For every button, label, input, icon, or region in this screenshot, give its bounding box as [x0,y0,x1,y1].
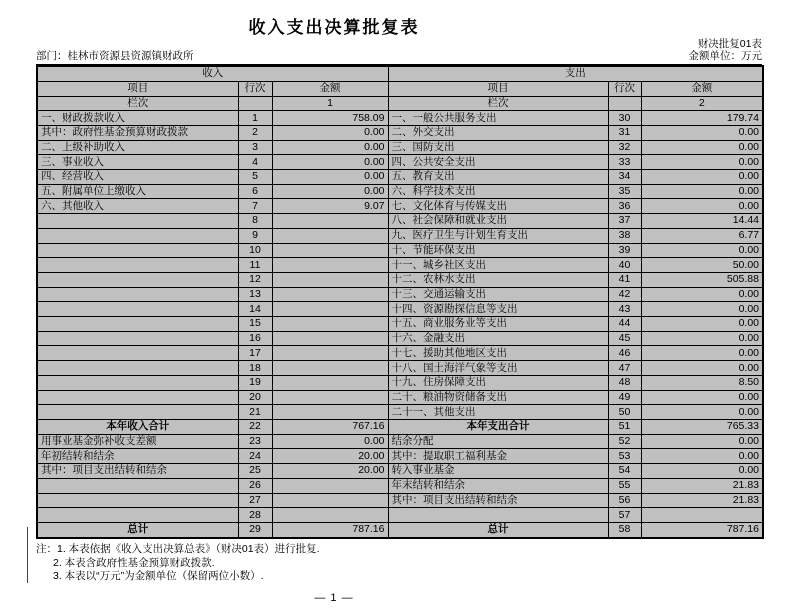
expense-amount-cell: 0.00 [641,243,763,258]
income-amount-cell: 0.00 [272,184,388,199]
table-row [37,214,763,229]
expense-lineno-cell: 47 [608,361,641,376]
expense-col-number: 2 [641,96,763,111]
table-row [37,390,763,405]
income-lineno-cell: 15 [238,317,272,332]
income-lineno-cell: 11 [238,258,272,273]
income-lineno-cell: 27 [238,493,272,508]
expense-amount-cell: 765.33 [641,419,763,434]
income-item-cell [37,228,238,243]
income-lineno-cell: 6 [238,184,272,199]
expense-item-cell: 十三、交通运输支出 [388,287,608,302]
income-lanci-label: 栏次 [37,96,238,111]
expense-item-cell: 本年支出合计 [388,419,608,434]
income-item-cell [37,478,238,493]
expense-amount-cell: 505.88 [641,272,763,287]
table-row [37,317,763,332]
expense-amount-cell: 14.44 [641,214,763,229]
income-lineno-cell: 24 [238,449,272,464]
income-amount-cell [272,346,388,361]
column-header-row [37,81,763,96]
income-item-cell [37,302,238,317]
table-row [37,272,763,287]
expense-item-cell: 其中：项目支出结转和结余 [388,493,608,508]
table-row [37,522,763,538]
left-edge-artifact-line [27,527,28,583]
income-lineno-cell: 25 [238,464,272,479]
income-amount-cell [272,331,388,346]
table-row [37,287,763,302]
expense-amount-cell: 0.00 [641,361,763,376]
table-row [37,361,763,376]
income-lineno-cell: 23 [238,434,272,449]
expense-lineno-cell: 45 [608,331,641,346]
expense-lineno-cell: 46 [608,346,641,361]
income-item-cell: 本年收入合计 [37,419,238,434]
expense-lineno-header: 行次 [608,81,641,96]
income-amount-cell: 0.00 [272,155,388,170]
income-amount-cell: 9.07 [272,199,388,214]
income-lineno-cell: 14 [238,302,272,317]
table-row [37,243,763,258]
table-row [37,478,763,493]
expense-amount-cell: 0.00 [641,140,763,155]
income-amount-cell: 0.00 [272,170,388,185]
expense-item-cell: 年末结转和结余 [388,478,608,493]
income-lineno-cell: 29 [238,522,272,538]
expense-item-cell: 四、公共安全支出 [388,155,608,170]
income-item-cell: 三、事业收入 [37,155,238,170]
expense-lineno-cell: 56 [608,493,641,508]
expense-amount-cell: 0.00 [641,317,763,332]
expense-lineno-cell: 43 [608,302,641,317]
table-row [37,111,763,126]
income-amount-cell [272,405,388,420]
expense-lineno-cell: 42 [608,287,641,302]
expense-lineno-cell: 52 [608,434,641,449]
income-lineno-cell: 3 [238,140,272,155]
expense-item-cell: 十八、国土海洋气象等支出 [388,361,608,376]
expense-amount-cell: 0.00 [641,405,763,420]
table-row [37,419,763,434]
income-amount-cell [272,317,388,332]
income-amount-cell [272,390,388,405]
income-lineno-cell: 28 [238,508,272,523]
income-item-cell: 一、财政拨款收入 [37,111,238,126]
income-amount-cell [272,272,388,287]
income-lineno-cell: 26 [238,478,272,493]
expense-item-cell [388,508,608,523]
income-lineno-cell: 7 [238,199,272,214]
income-item-cell [37,317,238,332]
footnote-1: 注：1. 本表依据《收入支出决算总表》（财决01表）进行批复. [36,543,320,555]
expense-amount-cell: 21.83 [641,493,763,508]
income-lanci-blank [238,96,272,111]
income-item-cell [37,287,238,302]
table-row [37,170,763,185]
expense-lineno-cell: 35 [608,184,641,199]
income-amount-cell [272,302,388,317]
income-item-cell [37,346,238,361]
income-amount-cell [272,508,388,523]
income-amount-cell [272,375,388,390]
income-amount-cell [272,478,388,493]
income-amount-cell: 767.16 [272,419,388,434]
income-amount-cell: 0.00 [272,140,388,155]
income-lineno-cell: 16 [238,331,272,346]
expense-amount-cell: 6.77 [641,228,763,243]
expense-lineno-cell: 58 [608,522,641,538]
expense-amount-cell: 0.00 [641,184,763,199]
table-row [37,508,763,523]
table-row [37,140,763,155]
income-item-cell [37,258,238,273]
income-item-cell: 五、附属单位上缴收入 [37,184,238,199]
table-row [37,346,763,361]
expense-lineno-cell: 33 [608,155,641,170]
expense-amount-cell: 0.00 [641,434,763,449]
expense-item-cell: 十、节能环保支出 [388,243,608,258]
income-lineno-cell: 19 [238,375,272,390]
expense-section-header: 支出 [388,66,763,81]
department-label: 部门：桂林市资源县资源镇财政所 [36,50,194,62]
income-item-cell [37,361,238,376]
expense-item-cell: 二十、粮油物资储备支出 [388,390,608,405]
expense-amount-cell: 21.83 [641,478,763,493]
footnote-3: 3. 本表以“万元”为金额单位（保留两位小数）. [53,570,264,582]
expense-item-cell: 十七、援助其他地区支出 [388,346,608,361]
table-row [37,331,763,346]
income-amount-cell: 758.09 [272,111,388,126]
table-row [37,125,763,140]
income-amount-cell: 20.00 [272,464,388,479]
expense-amount-cell: 0.00 [641,464,763,479]
income-col-number: 1 [272,96,388,111]
income-item-cell: 总计 [37,522,238,538]
table-row [37,228,763,243]
income-amount-cell [272,361,388,376]
expense-item-cell: 六、科学技术支出 [388,184,608,199]
expense-amount-header: 金额 [641,81,763,96]
expense-item-cell: 十四、资源勘探信息等支出 [388,302,608,317]
expense-item-cell: 十二、农林水支出 [388,272,608,287]
table-row [37,449,763,464]
income-item-cell: 六、其他收入 [37,199,238,214]
expense-amount-cell [641,508,763,523]
income-item-cell [37,272,238,287]
income-amount-cell: 0.00 [272,434,388,449]
income-lineno-cell: 13 [238,287,272,302]
income-item-cell [37,375,238,390]
expense-lineno-cell: 57 [608,508,641,523]
income-item-cell [37,214,238,229]
income-amount-cell [272,228,388,243]
expense-item-cell: 十五、商业服务业等支出 [388,317,608,332]
expense-item-header: 项目 [388,81,608,96]
expense-item-cell: 总计 [388,522,608,538]
expense-item-cell: 十一、城乡社区支出 [388,258,608,273]
income-item-cell: 其中：政府性基金预算财政拨款 [37,125,238,140]
expense-lineno-cell: 40 [608,258,641,273]
expense-item-cell: 十六、金融支出 [388,331,608,346]
income-lineno-cell: 17 [238,346,272,361]
expense-lineno-cell: 48 [608,375,641,390]
table-row [37,405,763,420]
expense-amount-cell: 0.00 [641,390,763,405]
section-header-row [37,66,763,81]
expense-lineno-cell: 37 [608,214,641,229]
income-lineno-cell: 22 [238,419,272,434]
expense-lineno-cell: 30 [608,111,641,126]
expense-lanci-label: 栏次 [388,96,608,111]
table-row [37,199,763,214]
expense-amount-cell: 0.00 [641,170,763,185]
expense-amount-cell: 0.00 [641,449,763,464]
expense-amount-cell: 50.00 [641,258,763,273]
income-lineno-cell: 1 [238,111,272,126]
table-row [37,464,763,479]
budget-table [36,65,764,539]
income-item-cell: 其中：项目支出结转和结余 [37,464,238,479]
expense-lineno-cell: 54 [608,464,641,479]
expense-amount-cell: 0.00 [641,287,763,302]
expense-amount-cell: 0.00 [641,155,763,170]
page-title: 收入支出决算批复表 [248,18,420,37]
expense-amount-cell: 0.00 [641,346,763,361]
table-body [37,66,763,538]
income-item-cell [37,390,238,405]
table-row [37,493,763,508]
footnote-2: 2. 本表含政府性基金预算财政拨款. [53,556,215,569]
expense-item-cell: 八、社会保障和就业支出 [388,214,608,229]
footnotes [36,543,320,584]
expense-lineno-cell: 55 [608,478,641,493]
expense-amount-cell: 0.00 [641,199,763,214]
expense-item-cell: 五、教育支出 [388,170,608,185]
expense-amount-cell: 179.74 [641,111,763,126]
column-number-row [37,96,763,111]
income-lineno-cell: 10 [238,243,272,258]
expense-lineno-cell: 53 [608,449,641,464]
income-amount-cell: 787.16 [272,522,388,538]
income-amount-header: 金额 [272,81,388,96]
income-amount-cell: 20.00 [272,449,388,464]
expense-amount-cell: 8.50 [641,375,763,390]
expense-lineno-cell: 36 [608,199,641,214]
income-lineno-header: 行次 [238,81,272,96]
expense-item-cell: 十九、住房保障支出 [388,375,608,390]
income-amount-cell [272,493,388,508]
expense-lineno-cell: 51 [608,419,641,434]
form-code-label: 财决批复01表 [697,38,762,50]
expense-item-cell: 九、医疗卫生与计划生育支出 [388,228,608,243]
expense-lineno-cell: 50 [608,405,641,420]
income-item-cell: 年初结转和结余 [37,449,238,464]
table-row [37,155,763,170]
expense-item-cell: 转入事业基金 [388,464,608,479]
income-amount-cell [272,287,388,302]
income-amount-cell [272,214,388,229]
income-item-cell [37,493,238,508]
expense-lineno-cell: 38 [608,228,641,243]
expense-item-cell: 其中：提取职工福利基金 [388,449,608,464]
expense-item-cell: 三、国防支出 [388,140,608,155]
income-item-cell: 用事业基金弥补收支差额 [37,434,238,449]
income-amount-cell: 0.00 [272,125,388,140]
table-row [37,184,763,199]
meta-row [36,49,762,65]
income-lineno-cell: 9 [238,228,272,243]
expense-lineno-cell: 49 [608,390,641,405]
income-item-cell [37,243,238,258]
income-item-cell [37,508,238,523]
income-section-header: 收入 [37,66,388,81]
income-lineno-cell: 21 [238,405,272,420]
income-item-cell: 二、上级补助收入 [37,140,238,155]
expense-item-cell: 二十一、其他支出 [388,405,608,420]
income-lineno-cell: 18 [238,361,272,376]
expense-amount-cell: 787.16 [641,522,763,538]
expense-lineno-cell: 44 [608,317,641,332]
income-amount-cell [272,243,388,258]
expense-lineno-cell: 39 [608,243,641,258]
income-lineno-cell: 8 [238,214,272,229]
table-row [37,258,763,273]
expense-lineno-cell: 32 [608,140,641,155]
expense-item-cell: 一、一般公共服务支出 [388,111,608,126]
income-item-header: 项目 [37,81,238,96]
page-number: — 1 — [314,592,354,604]
income-lineno-cell: 5 [238,170,272,185]
expense-item-cell: 七、文化体育与传媒支出 [388,199,608,214]
income-lineno-cell: 20 [238,390,272,405]
expense-lanci-blank [608,96,641,111]
expense-lineno-cell: 31 [608,125,641,140]
income-item-cell [37,331,238,346]
expense-lineno-cell: 34 [608,170,641,185]
table-row [37,434,763,449]
expense-amount-cell: 0.00 [641,302,763,317]
income-amount-cell [272,258,388,273]
amount-unit-label: 金额单位：万元 [688,50,762,62]
expense-amount-cell: 0.00 [641,331,763,346]
income-item-cell [37,405,238,420]
income-lineno-cell: 12 [238,272,272,287]
table-row [37,302,763,317]
expense-amount-cell: 0.00 [641,125,763,140]
expense-lineno-cell: 41 [608,272,641,287]
table-row [37,375,763,390]
expense-item-cell: 二、外交支出 [388,125,608,140]
income-lineno-cell: 4 [238,155,272,170]
expense-item-cell: 结余分配 [388,434,608,449]
income-lineno-cell: 2 [238,125,272,140]
income-item-cell: 四、经营收入 [37,170,238,185]
